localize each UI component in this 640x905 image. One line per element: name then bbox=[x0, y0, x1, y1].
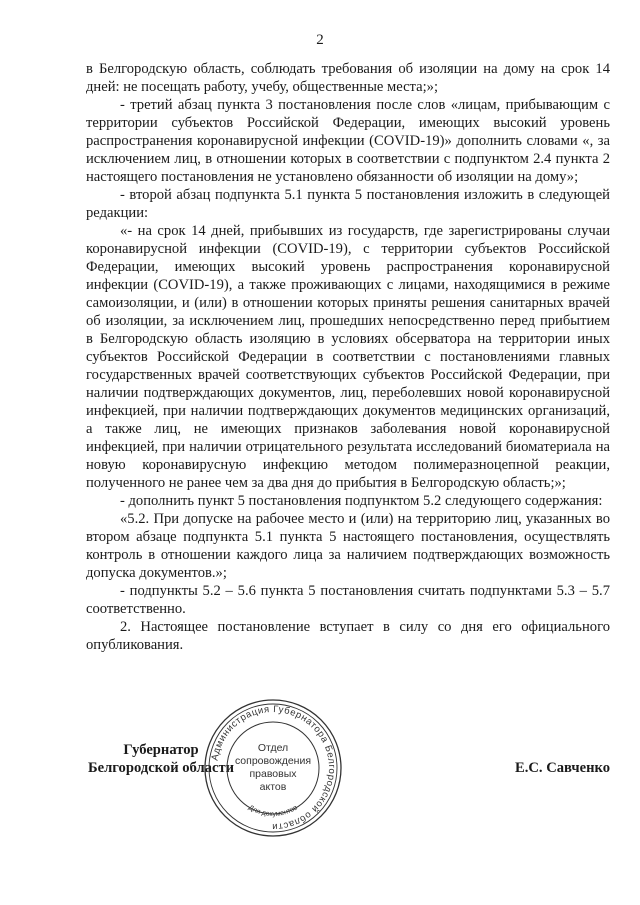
document-body bbox=[86, 60, 610, 654]
stamp-center-line: актов bbox=[259, 781, 287, 793]
stamp-bottom-text: Для документов bbox=[247, 804, 299, 819]
paragraph: 2. Настоящее постановление вступает в силу со дня его официального опубликования. bbox=[86, 619, 610, 653]
paragraph: - второй абзац подпункта 5.1 пункта 5 постановления изложить в следующей редакции: bbox=[86, 187, 610, 221]
paragraph: - дополнить пункт 5 постановления подпунктом 5.2 следующего содержания: bbox=[120, 493, 603, 509]
paragraph: - подпункты 5.2 – 5.6 пункта 5 постановления считать подпунктами 5.3 – 5.7 соответственно. bbox=[86, 583, 610, 617]
official-stamp bbox=[202, 697, 344, 839]
stamp-center-line: правовых bbox=[249, 768, 297, 780]
svg-text:Для документов bbox=[247, 804, 299, 818]
paragraph: в Белгородскую область, соблюдать требования об изоляции на дому на срок 14 дней: не посещать работу, учебу, общественные места;»; bbox=[86, 61, 610, 95]
stamp-center-line: Отдел bbox=[257, 742, 289, 754]
page-number: 2 bbox=[316, 32, 324, 48]
stamp-ring-text: Администрация Губернатора Белгородской области bbox=[209, 703, 338, 833]
paragraph: «5.2. При допуске на рабочее место и (или) на территорию лиц, указанных во втором абзаце подпункта 5.1 пункта 5 настоящего постановления, осуществлять контроль в отношении каждого лица за наличием подтверждающих возможность допуска документов.»; bbox=[86, 511, 610, 581]
signatory-position-line1: Губернатор bbox=[123, 742, 199, 758]
paragraph: «- на срок 14 дней, прибывших из государств, где зарегистрированы случаи коронавирусной инфекции (COVID-19), с территории субъектов Российской Федерации, имеющих высокий уровень распространения коронавирусной инфекции (COVID-19), а также проживающих с лицами, находящимися в режиме самоизоляции, и (или) в отношении которых приняты решения санитарных врачей об изоляции, за исключением лиц, прошедших непосредственно перед прибытием в Белгородскую область изоляцию в условиях обсерватора на территории иных субъектов Российской Федерации в соответствии с постановлениями главных государственных врачей соответствующих субъектов Российской Федерации, при наличии подтверждающих документов, лиц, переболевших новой коронавирусной инфекцией, при наличии подтверждающих документов медицинских организаций, а также лиц, не имеющих признаков заболевания новой коронавирусной инфекцией, при наличии отрицательного результата исследований биоматериала на новую коронавирусную инфекцию методом полимеразноцепной реакции, полученного не ранее чем за два дня до прибытия в Белгородскую область;»; bbox=[86, 223, 610, 491]
signatory-name: Е.С. Савченко bbox=[514, 760, 610, 776]
stamp-center-line: сопровождения bbox=[234, 755, 312, 767]
signatory-position-line2: Белгородской области bbox=[87, 760, 235, 776]
paragraph: - третий абзац пункта 3 постановления после слов «лицам, прибывающим с территории субъектов Российской Федерации, имеющих высокий уровень распространения коронавирусной инфекции (COVID-19)» дополнить словами «, за исключением лиц, в отношении которых в соответствии с подпунктом 2.4 пункта 2 настоящего постановления не установлено обязанности об изоляции на дому»; bbox=[86, 97, 610, 185]
